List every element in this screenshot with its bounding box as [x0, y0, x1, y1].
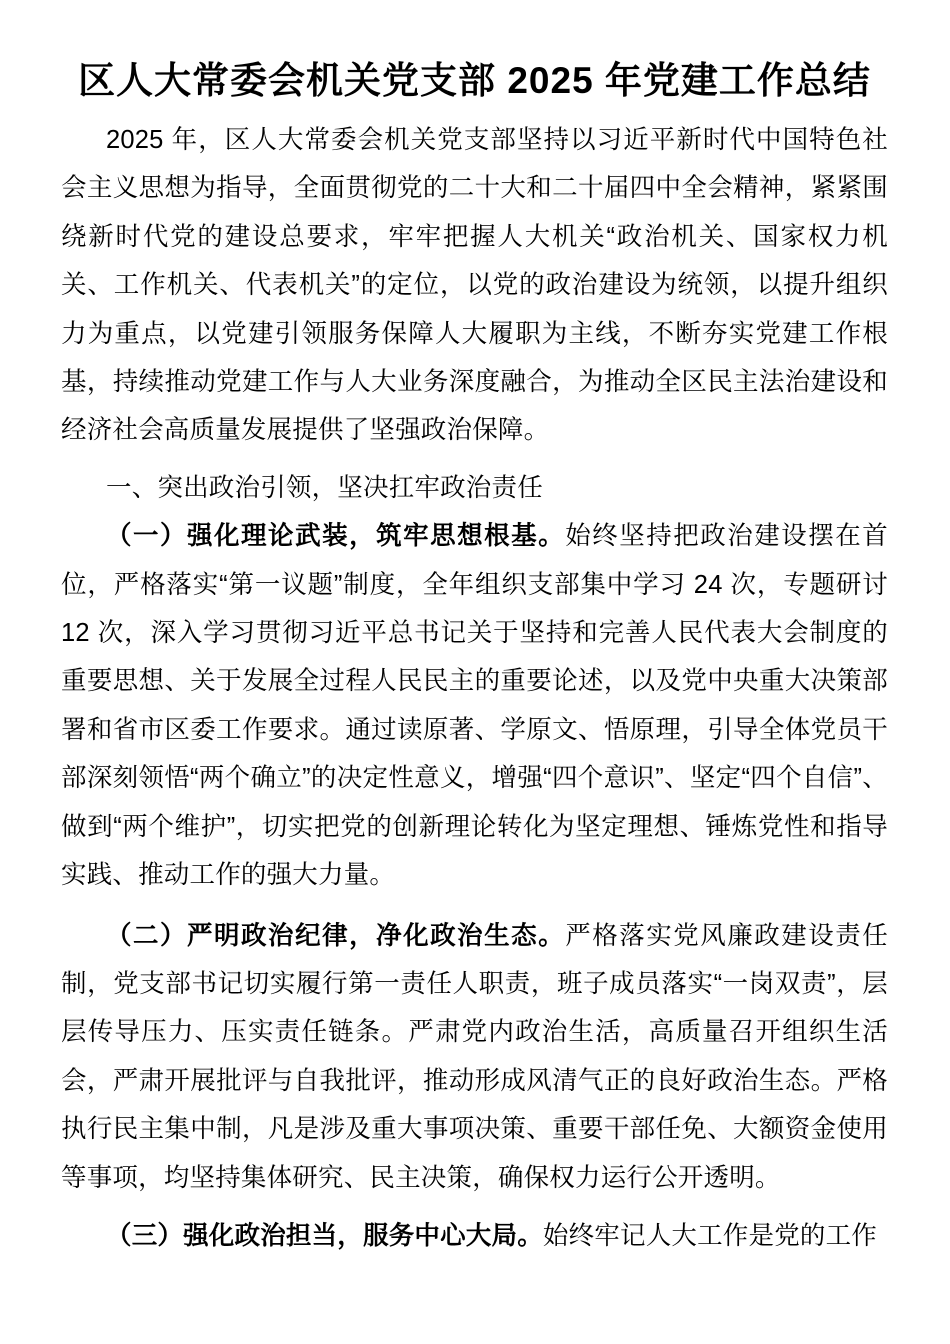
intro-paragraph: 2025 年，区人大常委会机关党支部坚持以习近平新时代中国特色社会主义思想为指导，全面贯彻党的二十大和二十届四中全会精神，紧紧围绕新时代党的建设总要求，牢牢把握人大机关“政治机关、国家权力机关、工作机关、代表机关”的定位，以党的政治建设为统领，以提升组织力为重点，以党建引领服务保障人大履职为主线，不断夯实党建工作根基，持续推动党建工作与人大业务深度融合，为推动全区民主法治建设和经济社会高质量发展提供了坚强政治保障。 — [61, 126, 888, 445]
paragraph-item-3 — [61, 1212, 888, 1260]
paragraph-item-2 — [61, 912, 888, 1202]
paragraph-2-text: 严格落实党风廉政建设责任制，党支部书记切实履行第一责任人职责，班子成员落实“一岗双责”，层层传导压力、压实责任链条。严肃党内政治生活，高质量召开组织生活会，严肃开展批评与自我批评，推动形成风清气正的良好政治生态。严格执行民主集中制，凡是涉及重大事项决策、重要干部任免、大额资金使用等事项，均坚持集体研究、民主决策，确保权力运行公开透明。 — [61, 921, 889, 1192]
section-heading: 一、突出政治引领，坚决扛牢政治责任 — [106, 473, 543, 502]
document-content — [0, 56, 950, 1260]
paragraph-item-1 — [61, 512, 888, 899]
document-title: 区人大常委会机关党支部 2025 年党建工作总结 — [78, 60, 871, 101]
paragraph-3-text: 始终牢记人大工作是党的工作 — [542, 1221, 878, 1250]
paragraph-2-lead: （二）严明政治纪律，净化政治生态。 — [106, 921, 566, 950]
paragraph-3-lead: （三）强化政治担当，服务中心大局。 — [106, 1221, 543, 1250]
paragraph-1-lead: （一）强化理论武装，筑牢思想根基。 — [106, 522, 566, 551]
paragraph-1-text: 始终坚持把政治建设摆在首位，严格落实“第一议题”制度，全年组织支部集中学习 24 次，专题研讨 12 次，深入学习贯彻习近平总书记关于坚持和完善人民代表大会制度的重要思想、关于发展全过程人民民主的重要论述，以及党中央重大决策部署和省市区委工作要求。通过读原著、学原文、悟原理，引导全体党员干部深刻领悟“两个确立”的决定性意义，增强“四个意识”、坚定“四个自信”、做到“两个维护”，切实把党的创新理论转化为坚定理想、锤炼党性和指导实践、推动工作的强大力量。 — [61, 522, 889, 890]
